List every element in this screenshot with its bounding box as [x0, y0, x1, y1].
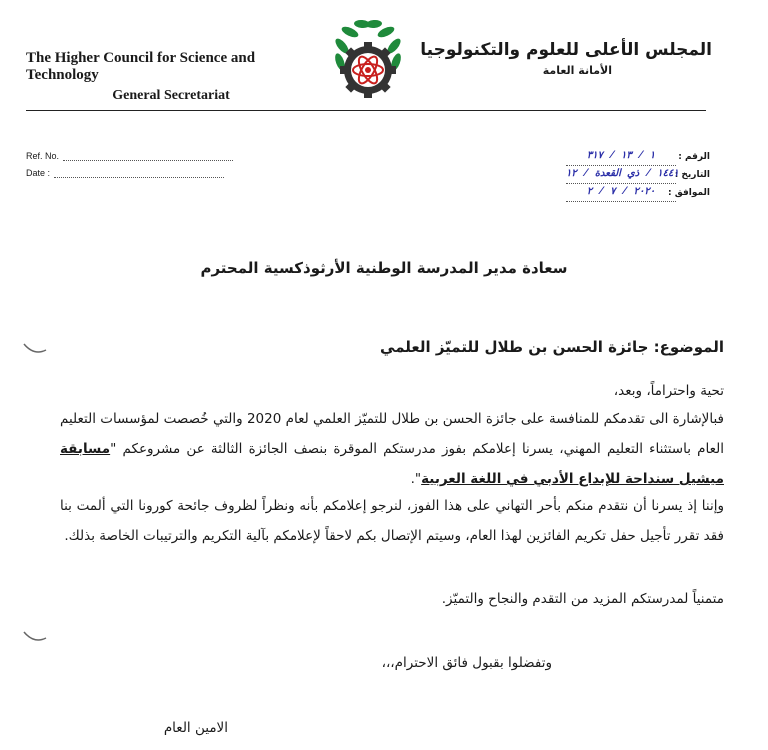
- paragraph-wishes: متمنياً لمدرستكم المزيد من التقدم والنجاح والتميّز.: [441, 591, 724, 607]
- paragraph-postponement: وإننا إذ يسرنا أن نتقدم منكم بأحر التهاني على هذا الفوز، لنرجو إعلامكم بأنه ونظراً لظروف جائحة كورونا التي ألمت بنا فقد تقرر تأجيل حفل تكريم الفائزين لهذا العام، وسيتم الإتصال بكم لاحقاً لإعلامكم بآلية التكريم والترتيبات الخاصة بذلك.: [60, 498, 724, 544]
- secretariat-english: General Secretariat: [112, 88, 230, 103]
- closing-salutation: وتفضلوا بقبول فائق الاحترام،،،: [381, 655, 552, 671]
- announcement-end: ".: [410, 471, 422, 487]
- subject-line: الموضوع: جائزة الحسن بن طلال للتميّز العلمي: [380, 338, 724, 356]
- ref-no-line: [63, 148, 233, 161]
- date-line-english: [54, 165, 224, 178]
- secretariat-arabic: الأمانة العامة: [542, 64, 612, 77]
- header-divider: [26, 110, 706, 111]
- punch-mark-icon: [22, 628, 48, 644]
- signatory-title: الامين العام: [163, 720, 228, 736]
- date-label-english: Date :: [26, 168, 51, 178]
- reference-english: [26, 148, 233, 182]
- project-title: مسابقة ميشيل سنداحة للإبداع الأدبي في اللغة العربية: [60, 441, 724, 487]
- announcement-text: فبالإشارة الى تقدمكم للمنافسة على جائزة الحسن بن طلال للتميّز العلمي لعام 2020 والتي خُصصت لمؤسسات التعليم العام باستثناء التعليم المهني، يسرنا إعلامكم بفوز مدرستكم الموقرة بنصف الجائزة الثالثة عن مشروعكم ": [60, 411, 724, 457]
- greeting: تحية واحتراماً، وبعد،: [613, 383, 724, 399]
- letterhead-english: [26, 50, 316, 104]
- number-label-arabic: الرقم :: [678, 151, 710, 162]
- punch-mark-icon: [22, 340, 48, 356]
- gregorian-date: ٢٠٢٠ / ٧ / ٢: [566, 184, 676, 202]
- org-name-arabic: المجلس الأعلى للعلوم والتكنولوجيا: [420, 40, 712, 60]
- org-name-english: The Higher Council for Science and Technology: [26, 50, 256, 83]
- reference-number: ١ / ١٣ / ٣١٧: [566, 148, 676, 166]
- council-emblem-icon: [318, 12, 418, 104]
- addressee: سعادة مدير المدرسة الوطنية الأرثوذكسية المحترم: [200, 259, 568, 277]
- corresponding-label-arabic: الموافق :: [668, 187, 710, 198]
- ref-no-label: Ref. No.: [26, 151, 60, 161]
- letterhead-arabic: [412, 40, 712, 77]
- paragraph-announcement: [60, 404, 724, 494]
- reference-arabic: [560, 148, 710, 202]
- hijri-date: ١٤٤١ / ذي القعدة / ١٢: [566, 166, 676, 184]
- date-label-arabic: التاريخ :: [674, 169, 710, 180]
